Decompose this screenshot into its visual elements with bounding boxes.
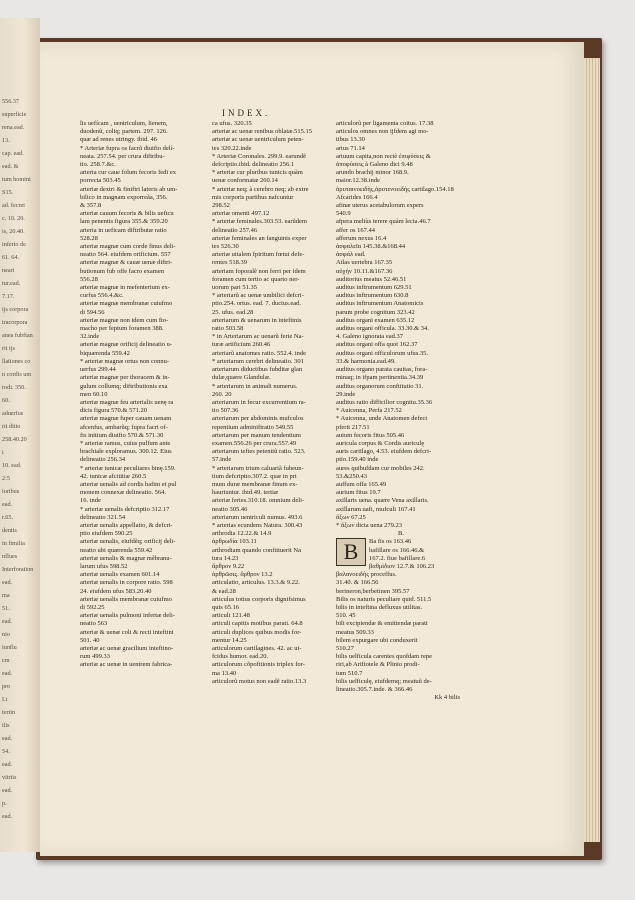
index-entry: lis uefícam , uentriculum, lienem, bbox=[80, 120, 168, 127]
left-page-fragment: 7.17. bbox=[2, 293, 15, 300]
left-page-fragment: neari bbox=[2, 267, 15, 274]
index-entry: 260. 20 bbox=[212, 390, 232, 398]
index-entry: & ead.28 bbox=[212, 587, 236, 595]
index-entry: 42. tunicæ afcititiæ 260.5 bbox=[80, 472, 147, 480]
index-entry: aures quibufdam cur mobiles 242. bbox=[336, 464, 425, 472]
index-entry: fcidus humor. ead.20. bbox=[212, 653, 269, 661]
index-entry: arteriæ magnæ membranæ cuiufmo bbox=[80, 300, 173, 308]
left-page-edge bbox=[0, 18, 40, 852]
index-entry: * arteriarũ ac uenæ umbilici defcri- bbox=[212, 292, 304, 300]
left-page-fragment: i bbox=[2, 449, 4, 456]
index-entry: auditus organi officula. 33.30.& 34. bbox=[336, 325, 429, 333]
index-entry: arteriæ ac uenæ in uentrem fabrica- bbox=[80, 661, 173, 669]
index-entry: arteriæ uenalis membranæ cuiufmo bbox=[80, 595, 172, 603]
index-entry: arteriæ uenalis examen 601.14 bbox=[80, 571, 160, 579]
index-entry: brachiale exploramus. 300.12. Eius bbox=[80, 448, 172, 456]
left-page-fragment: pro bbox=[2, 683, 11, 690]
left-page-fragment: tur.ead. bbox=[2, 280, 21, 287]
index-entry: delineatio 256.34 bbox=[80, 456, 126, 464]
index-entry: ma 13.40 bbox=[212, 669, 237, 677]
index-entry: 501. 40 bbox=[80, 636, 100, 644]
left-page-fragment: tracorpora bbox=[2, 319, 28, 326]
index-entry: articuli capitis motibus parati. 64.8 bbox=[212, 620, 303, 628]
index-entry: articulorum cartilagines. 42. ac ui- bbox=[212, 645, 302, 652]
index-entry: neata. 257.54. per crura diftribu- bbox=[80, 152, 165, 160]
index-entry: dicis figura 570.& 571.20 bbox=[80, 407, 147, 415]
left-page-fragment: ead. bbox=[2, 787, 13, 794]
left-page-fragment: 54. bbox=[2, 748, 10, 755]
index-entry: ἀσφάλ ead. bbox=[336, 251, 366, 259]
left-page-fragment: 258.40.20 bbox=[2, 436, 27, 443]
index-entry: auditorius meatus 52.46.51 bbox=[336, 275, 407, 283]
index-entry: examen.556.26 per crura.557.49 bbox=[212, 439, 297, 447]
index-entry: ptio.254. ortus. ead. 7. ductus.ead. bbox=[212, 300, 301, 308]
index-entry: auditus organi offa quot 162.37 bbox=[336, 341, 418, 349]
index-entry: lineatio.305.7.inde. & 366.46 bbox=[336, 686, 413, 694]
index-entry: artuum capita,non rectè ἐπιφύσεις & bbox=[336, 152, 431, 160]
index-entry: tes 320.22.inde bbox=[212, 144, 252, 152]
index-entry: articuli 121.48 bbox=[212, 612, 250, 620]
left-page-fragment: ead. bbox=[2, 501, 13, 508]
index-entry: articulorũ motus non eadẽ ratio.13.3 bbox=[212, 677, 307, 685]
index-entry: arteriæ ac uenæ renibus oblatæ.515.15 bbox=[212, 128, 313, 136]
index-entry: * arteriæ magnæ ortus non connu- bbox=[80, 357, 169, 365]
index-entry: arteriarũ anatomes ratio. 552.4. inde bbox=[212, 349, 307, 357]
index-entry: 29.inde bbox=[336, 390, 356, 398]
index-entry: arthrodiam quando conftituerit Na bbox=[212, 546, 301, 554]
index-entry: ca ufus. 320.35 bbox=[212, 120, 252, 127]
index-entry: * in Arteriarum ac uenarũ ferie Na- bbox=[212, 333, 304, 341]
index-entry: arteriæ magnæ fuper cauam uenam bbox=[80, 415, 172, 423]
index-entry: arteriæ uenalis in corpore ratio. 598 bbox=[80, 579, 173, 587]
index-entry: 31.40. & 166.56 bbox=[336, 579, 379, 587]
index-entry: hauriuntur. ibid.49. tertiæ bbox=[212, 489, 279, 497]
index-entry: Atlas uertebra 167.35 bbox=[336, 259, 393, 267]
index-entry: defcriptio.ibid. delineatio 256.1 bbox=[212, 161, 295, 169]
index-entry: tes 526.30 bbox=[212, 243, 239, 251]
left-page-fragment: c. 10. 20. bbox=[2, 215, 25, 222]
left-page-fragment: ma bbox=[2, 592, 10, 599]
index-entry: 540.9 bbox=[336, 210, 351, 218]
index-entry: arteriæ magnæ cum corde finus deli- bbox=[80, 243, 176, 251]
index-entry: arteriarum uentriculi numus. 493.6 bbox=[212, 513, 303, 521]
index-entry: men 60.10 bbox=[80, 390, 108, 398]
index-entry: Afcarides 166.4 bbox=[336, 193, 378, 201]
left-page-fragment: superficie bbox=[2, 111, 27, 118]
left-page-fragment: Lt bbox=[2, 696, 8, 703]
index-entry: mum duræ membranæ finum ex- bbox=[212, 480, 298, 488]
left-page-fragment: teriin bbox=[2, 709, 16, 716]
index-entry: * arteriæ cur pluribus tunicis quàm bbox=[212, 169, 303, 177]
index-entry: uenæ conformatæ 260.14 bbox=[212, 177, 278, 185]
index-entry: tio. 258.7.&c. bbox=[80, 161, 116, 169]
index-entry: arteriæ uitalem fpiritum fœtui defe- bbox=[212, 251, 305, 259]
left-page-fragment: llationes co bbox=[2, 358, 31, 365]
index-entry: arundo brachij minor 168.9. bbox=[336, 169, 409, 177]
index-entry: tibus 13.30 bbox=[336, 136, 365, 144]
left-page-fragment: dentis bbox=[2, 527, 17, 534]
left-page-fragment: ead. bbox=[2, 670, 13, 677]
index-entry: bilis uelficulę, eiufdemq; meatuũ de- bbox=[336, 677, 432, 685]
left-page-fragment: 556.37 bbox=[2, 98, 20, 105]
index-entry: arteriæ uenalis ad cordis bafim et pul bbox=[80, 480, 177, 488]
index-entry: aurium fitus 19.7 bbox=[336, 489, 381, 497]
left-page-fragment: 13. bbox=[2, 137, 10, 144]
index-entry: arteriæ omenti 497.12 bbox=[212, 210, 270, 218]
index-entry: riri,ab Ariftotele & Plinio prodi- bbox=[336, 661, 420, 669]
index-entry: arteriæ uenalis appellatio, & defcri- bbox=[80, 521, 173, 529]
left-page-fragment: 51. bbox=[2, 605, 10, 612]
index-entry: neatio 564. eiufdem orificium. 557 bbox=[80, 251, 171, 259]
left-page-fragment: ilis bbox=[2, 722, 10, 729]
index-entry: minaq; in ifpam pertinentia.34.39 bbox=[336, 374, 424, 382]
index-entry: foramen cum tertio ac quarto ner- bbox=[212, 275, 300, 283]
index-entry: arthrodia 12.22.& 14.9 bbox=[212, 530, 272, 538]
left-page-fragment: vitriis bbox=[2, 774, 17, 781]
page-header: INDEX. bbox=[222, 108, 271, 118]
index-entry: artus 71.14 bbox=[336, 144, 365, 152]
index-entry: ἄξων 67.25 bbox=[336, 513, 366, 521]
index-column-3-a-entries bbox=[336, 120, 466, 530]
left-page-fragment: rena.ead. bbox=[2, 124, 25, 131]
index-entry: articuli duplices quibus modis for- bbox=[212, 628, 302, 636]
index-entry: * Auicenna, Perfa 217.52 bbox=[336, 407, 402, 415]
index-entry: arteriæ magnæ in mefenterium ex- bbox=[80, 284, 170, 292]
index-entry: axillaris uena. quære Vena axillaris. bbox=[336, 497, 429, 505]
index-entry: auditus organi examen 635.12 bbox=[336, 316, 415, 324]
index-entry: arteriæ magnæ orificij delineatio u- bbox=[80, 341, 173, 349]
index-entry: delineatio 257.46 bbox=[212, 226, 258, 234]
index-column-1 bbox=[80, 120, 210, 670]
left-page-fragment: ead. bbox=[2, 618, 13, 625]
signature-line: Kk 4 bilis bbox=[434, 694, 460, 702]
index-entry: * Arteriæ Coronales. 299.9. earundẽ bbox=[212, 152, 307, 160]
index-entry: afinæ uterus acetabulorum expers bbox=[336, 202, 424, 210]
left-page-fragment: nflues bbox=[2, 553, 18, 560]
index-entry: afcenfus, ambarũq; fupra facri of- bbox=[80, 423, 168, 431]
index-entry: articulus totius corporis dignifsimus bbox=[212, 595, 306, 603]
section-b bbox=[336, 538, 466, 694]
index-entry: arteriæ magnæ non idem cum fto- bbox=[80, 316, 169, 324]
left-page-fragment: Interforation bbox=[2, 566, 34, 573]
index-entry: meatus 509.33 bbox=[336, 628, 374, 636]
index-entry: neatio 563 bbox=[80, 620, 108, 628]
index-entry: neatio ubi quærenda 559.42 bbox=[80, 546, 153, 554]
index-entry: axillarum uafi, mufculi 167.41 bbox=[336, 505, 416, 513]
index-entry: auffum offa 165.49 bbox=[336, 480, 387, 488]
index-column-2 bbox=[212, 120, 334, 686]
index-entry: 4. Galeno ignorata ead.37 bbox=[336, 333, 403, 341]
index-entry: arteriæ ac uenæ gracilium inteftino- bbox=[80, 645, 174, 652]
index-entry: arteriarum teftes petentiũ ratio. 523. bbox=[212, 448, 306, 456]
left-page-fragment: 2:5 bbox=[2, 475, 10, 482]
index-entry: arteriarum per manum tendentium bbox=[212, 431, 301, 439]
index-entry: βαλανοειδὴς proceffus. bbox=[336, 571, 397, 579]
index-entry: * arteriæ neq; à cerebro neq; ab extre bbox=[212, 185, 309, 193]
left-page-fragment: 61. 64. bbox=[2, 254, 20, 261]
index-entry: parum probe cognitum 323.42 bbox=[336, 308, 415, 316]
index-entry: delineatio 321.54 bbox=[80, 513, 126, 521]
left-page-fragment: rodi. 350. bbox=[2, 384, 26, 391]
index-entry: duodenũ, coliq; partem. 297. 126. bbox=[80, 128, 168, 136]
left-page-fragment: iunflu bbox=[2, 644, 17, 651]
left-page-fragment: anea fubftan bbox=[2, 332, 33, 339]
index-entry: tura 14.23 bbox=[212, 554, 239, 562]
index-entry: ἀρυταινοειδὴς,ἀρυτενοειδὴς cartilago.154.18 bbox=[336, 185, 454, 193]
index-entry: bilem expurgare ubi conduxerit bbox=[336, 636, 418, 644]
left-page-fragment: ead. bbox=[2, 579, 13, 586]
index-entry: porrecta 503.45 bbox=[80, 177, 121, 185]
left-page-fragment: ead. & bbox=[2, 163, 19, 170]
index-entry: arteriæ magnæ & cauæ uenæ diftri- bbox=[80, 259, 173, 267]
index-entry: 33.& harmonia.ead.49. bbox=[336, 357, 396, 365]
left-page-fragment: p. bbox=[2, 800, 7, 807]
left-page-fragment: ead. bbox=[2, 735, 13, 742]
left-page-fragment: inferio de bbox=[2, 241, 26, 248]
page-stack-edge bbox=[584, 58, 600, 842]
left-page-fragment: aduerfus bbox=[2, 410, 24, 417]
index-entry: rum 499.33 bbox=[80, 653, 110, 661]
index-entry: arteriarum & uenarum in inteftinis bbox=[212, 316, 302, 324]
index-entry: 556.28 bbox=[80, 275, 98, 283]
left-page-fragment: ijs corpora bbox=[2, 306, 29, 313]
index-entry: * arteriarum in animali numerus. bbox=[212, 382, 298, 390]
index-entry: auditus organo parata cauitas, fora- bbox=[336, 366, 428, 374]
index-entry: ἀρθρωδία 103.11 bbox=[212, 538, 257, 546]
left-page-fragment: rit ijs bbox=[2, 345, 15, 352]
index-entry: * arteriarum trium caluariã fubeun- bbox=[212, 464, 304, 472]
index-entry: affer os 167.44 bbox=[336, 226, 376, 234]
index-entry: * arteriæ tunicæ peculiares binę.159. bbox=[80, 464, 176, 472]
index-entry: 528.28 bbox=[80, 234, 98, 242]
left-page-fragment: rit ditio bbox=[2, 423, 21, 430]
index-entry: auditus inftrumentum 630.8 bbox=[336, 292, 409, 300]
index-entry: tum 510.7 bbox=[336, 669, 363, 677]
index-entry: repentium adminiftratio 549.55 bbox=[212, 423, 294, 431]
left-page-fragment: r.65. bbox=[2, 514, 13, 521]
index-entry: arteriarum diductibus fubditæ glan bbox=[212, 366, 303, 374]
left-page-fragment: tum homini bbox=[2, 176, 31, 183]
left-page-fragment: ead. bbox=[2, 761, 13, 768]
index-entry: arteriæ feminales an fanguinis exper bbox=[212, 234, 307, 242]
left-page-fragment: 60. bbox=[2, 397, 10, 404]
index-entry: articulorũ per ligamenta coitus. 17.38 bbox=[336, 120, 434, 127]
index-column-3 bbox=[336, 120, 466, 702]
index-entry: bili excipiendæ & emittendæ parati bbox=[336, 620, 428, 628]
index-entry: turæ artificium 260.46 bbox=[212, 341, 271, 349]
index-entry: mis corporis partibus nafcuntur bbox=[212, 193, 294, 201]
index-entry: 16. inde bbox=[80, 497, 101, 505]
index-entry: arteria cur caue folum fecoris fedi ex bbox=[80, 169, 177, 177]
index-entry: 24. eiufdem ufus 583.20.40 bbox=[80, 587, 152, 595]
index-entry: 510.27 bbox=[336, 645, 354, 652]
left-page-fragment: ioribus bbox=[2, 488, 20, 495]
index-entry: uorum pari 51.35 bbox=[212, 284, 257, 292]
index-entry: auditus inftrumentum 629.51 bbox=[336, 284, 412, 292]
index-entry: auium fecoris fitus 505.46 bbox=[336, 431, 405, 439]
index-entry: & 357.8 bbox=[80, 202, 102, 210]
index-entry: auris cartilago, 4.53. eiufdem defcri- bbox=[336, 448, 432, 456]
left-page-fragment: ead. bbox=[2, 813, 13, 820]
index-entry: αὐχήν 10.11.&167.36 bbox=[336, 267, 393, 275]
index-entry: 167.2. fiue bafillare.6 bbox=[369, 554, 426, 562]
index-entry: arteriarum in fecur excurrentium ra- bbox=[212, 398, 306, 406]
index-entry: ptio.159.40 inde bbox=[336, 456, 379, 464]
left-page-fragment: in fimilia bbox=[2, 540, 25, 547]
index-entry: ἀρθρῶσις. ἄρθρον 13.2 bbox=[212, 571, 273, 579]
index-entry: ἀποφύσεις à Galeno dici 9.48 bbox=[336, 161, 413, 169]
index-entry: auditus organi officulorum ufus.35. bbox=[336, 349, 429, 357]
left-page-fragment: cap. ead. bbox=[2, 150, 24, 157]
index-entry: * arterias ecundens Natura. 300.43 bbox=[212, 521, 303, 529]
index-entry: ἄρθρον 9.22 bbox=[212, 562, 245, 570]
index-entry: arteria in ueficam diftributæ ratio bbox=[80, 226, 167, 234]
index-entry: butionum fub offe facro examen bbox=[80, 267, 164, 275]
left-page-fragment: nio bbox=[2, 631, 10, 638]
index-entry: arteriæ dextri & finiftri lateris ab um- bbox=[80, 185, 178, 193]
index-entry: arteriæ ac uenæ uentriculum peten- bbox=[212, 136, 304, 144]
index-entry: afpera meliùs terere quàm lecta.46.7 bbox=[336, 218, 431, 226]
index-entry: tium defcriptio.307.2. quæ in pri bbox=[212, 472, 297, 480]
section-b-heading: B. bbox=[398, 530, 404, 538]
index-entry: arteriæ magnæ feu arterialis uenę ra bbox=[80, 398, 174, 406]
index-entry: quis 65.16 bbox=[212, 603, 240, 611]
left-page-fragment: cm bbox=[2, 657, 10, 664]
index-entry: dulæ,quære Glandulæ. bbox=[212, 374, 271, 382]
index-entry: bilico in magnam exporreãa, 356. bbox=[80, 193, 168, 201]
index-entry: afferum nexus 16.4 bbox=[336, 234, 387, 242]
index-entry: arteriæ uenalis pulmoni infertæ deli- bbox=[80, 612, 175, 620]
index-entry: mentur 14.25 bbox=[212, 636, 247, 644]
index-entry: arteriæ uenalis & magnæ mẽbranu- bbox=[80, 554, 172, 562]
index-entry: articulos omnes non ijfdem agi mo- bbox=[336, 128, 429, 136]
index-entry: di 594.56 bbox=[80, 308, 105, 316]
index-entry: Ba fis os 163.46 bbox=[369, 538, 412, 546]
index-entry: biquærenda 559.42 bbox=[80, 349, 130, 357]
decorated-initial-b: B bbox=[336, 538, 366, 566]
index-entry: arteriæ & uenæ coli & recti inteftini bbox=[80, 628, 174, 636]
index-entry: bilis uelficula carentes quofdam repe bbox=[336, 653, 433, 661]
index-entry: arteriæ magnæ per thoracem & in- bbox=[80, 374, 170, 382]
index-entry: macho per feptum foramen 388. bbox=[80, 325, 164, 333]
index-entry: larum ufus 598.52 bbox=[80, 562, 128, 570]
left-page-fragment: n cordis um bbox=[2, 371, 32, 378]
index-entry: auricula corpus & Cordis auriculę bbox=[336, 439, 425, 447]
index-entry: 298.52 bbox=[212, 202, 230, 210]
index-entry: uerfus 299.44 bbox=[80, 366, 116, 374]
index-entry: Bilis os naturis peculiare quid. 511.5 bbox=[336, 595, 432, 603]
index-entry: * Auicenna, unde Anatomen defect bbox=[336, 415, 428, 423]
index-entry: * ἄξων dicta uena 279.23 bbox=[336, 521, 403, 529]
index-entry: berineron,berbetinen 395.57 bbox=[336, 587, 410, 595]
index-entry: tio 507.36 bbox=[212, 407, 239, 415]
index-entry: di 592.25 bbox=[80, 603, 105, 611]
index-entry: ptio eiufdem 590.25 bbox=[80, 530, 133, 538]
index-entry: lam penentis figura 355.& 359.20 bbox=[80, 218, 168, 226]
index-entry: arteriæ feries.310.18. omnium deli- bbox=[212, 497, 305, 505]
index-entry: bafillare os 166.46.& bbox=[369, 546, 425, 554]
index-entry: ἀσφαλεῖα 145.38.&168.44 bbox=[336, 243, 406, 251]
index-entry: auditus inftrumentum Anatomicis bbox=[336, 300, 424, 308]
index-entry: fis initium diuifio 570.& 571.30 bbox=[80, 431, 164, 439]
left-page-fragment: 10. ead. bbox=[2, 462, 22, 469]
index-entry: quæ ad renes utringy. ibid. 46 bbox=[80, 136, 158, 144]
index-entry: * arteriæ feminales.303.53. earũdem bbox=[212, 218, 307, 226]
index-entry: arteriæ uenalis, eiufdẽq; orificij deli- bbox=[80, 538, 176, 546]
index-entry: * Arteriæ fupra os facrũ diuifio delí- bbox=[80, 144, 175, 152]
index-entry: bilis in inteftina defluxus utilitas. bbox=[336, 603, 423, 611]
index-entry: arteriam foporalẽ non ferri per idem bbox=[212, 267, 306, 275]
index-entry: * arteriæ ramus, cuius pulfum ante bbox=[80, 439, 171, 447]
left-page-fragment: is, 20.40. bbox=[2, 228, 25, 235]
index-entry: curfus 556.4.&c. bbox=[80, 292, 124, 300]
index-entry: βαθμὶδιον 12.7.& 106.23 bbox=[369, 562, 435, 570]
index-entry: * arteriarum cerebri delineatio. 301 bbox=[212, 357, 304, 365]
index-entry: articulatio, articulus. 13.3.& 9.22. bbox=[212, 579, 300, 587]
index-entry: monem connexæ delineatio. 564. bbox=[80, 489, 167, 497]
index-entry: 53.&250.43 bbox=[336, 472, 368, 480]
index-entry: arteriæ cauum fecoris & bilis ueficu bbox=[80, 210, 174, 218]
index-entry: articulorum cõpofitionis triplex for- bbox=[212, 661, 305, 669]
index-entry: 510. 45 bbox=[336, 612, 356, 620]
index-entry: 25. ufus. ead.28 bbox=[212, 308, 254, 316]
index-entry: gulum collumq; diftributionis exa bbox=[80, 382, 168, 390]
left-page-fragment: ad. fecret bbox=[2, 202, 26, 209]
index-entry: 57.inde bbox=[212, 456, 232, 464]
index-entry: ratio 503.58 bbox=[212, 325, 244, 333]
index-entry: neatio 305.46 bbox=[212, 505, 248, 513]
index-entry: arteriarum per abdominis mufculos bbox=[212, 415, 304, 423]
index-entry: maior.12.38.inde bbox=[336, 177, 380, 185]
index-entry: auditus organorum conftitutio 31. bbox=[336, 382, 424, 390]
left-page-fragment: S15. bbox=[2, 189, 14, 196]
index-entry: 32.inde bbox=[80, 333, 100, 341]
index-entry: auditus ratio difficilior cognitu.35.36 bbox=[336, 398, 433, 406]
index-entry: rentes 518.39 bbox=[212, 259, 248, 267]
index-entry: * arteriæ uenalis defcriptio 312.17 bbox=[80, 505, 170, 513]
index-entry: pferit 217.51 bbox=[336, 423, 370, 431]
